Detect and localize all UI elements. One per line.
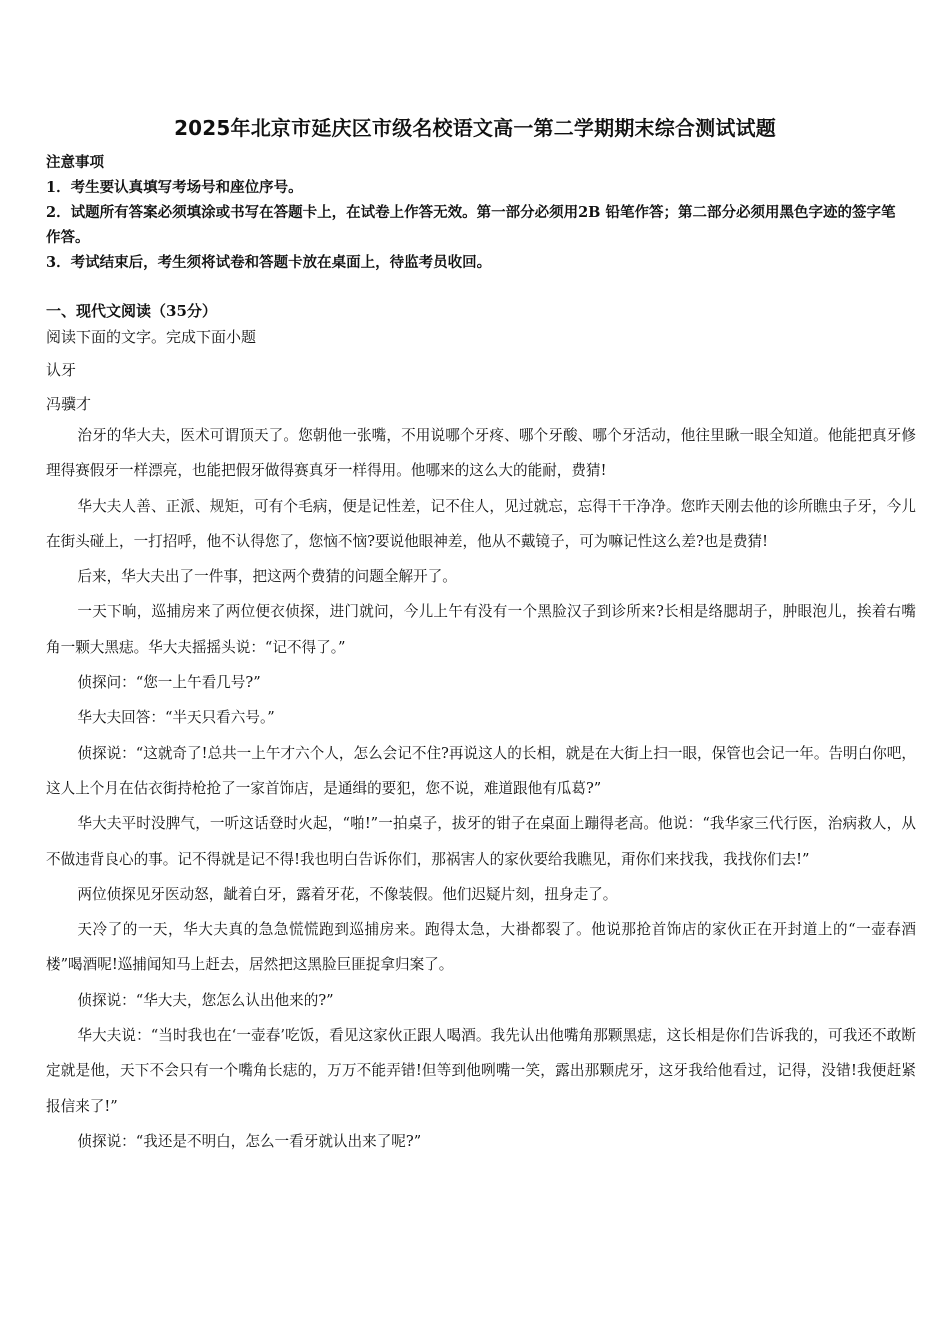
paragraph: 侦探说：“我还是不明白，怎么一看牙就认出来了呢?”: [77, 1132, 422, 1150]
paragraph: 后来，华大夫出了一件事，把这两个费猜的问题全解开了。: [77, 568, 457, 586]
notice-item-2: 2．试题所有答案必须填涂或书写在答题卡上，在试卷上作答无效。第一部分必须用2B 铅笔作答；第二部分必须用黑色字迹的签字笔作答。: [46, 204, 896, 246]
paragraph: 侦探问：“您一上午看几号?”: [77, 674, 261, 692]
paragraph: 华大夫回答：“半天只看六号。”: [77, 709, 275, 727]
paragraph: 治牙的华大夫，医术可谓顶天了。您朝他一张嘴，不用说哪个牙疼、哪个牙酸、哪个牙活动，他往里瞅一眼全知道。他能把真牙修理得赛假牙一样漂亮，也能把假牙做得赛真牙一样得用。他哪来的这么大的能耐，费猜!: [46, 427, 916, 480]
paragraph: 华大夫人善、正派、规矩，可有个毛病，便是记性差，记不住人，见过就忘，忘得干干净净。您昨天刚去他的诊所瞧虫子牙，今儿在街头碰上，一打招呼，他不认得您了，您恼不恼?要说他眼神差，他从不戴镜子，可为嘛记性这么差?也是费猜!: [46, 497, 916, 550]
article-author: 冯骥才: [46, 395, 92, 413]
document-title: 2025年北京市延庆区市级名校语文高一第二学期期末综合测试试题: [174, 116, 776, 140]
notice-item-1: 1．考生要认真填写考场号和座位序号。: [46, 179, 303, 196]
paragraph: 两位侦探见牙医动怒，龇着白牙，露着牙花，不像装假。他们迟疑片刻，扭身走了。: [77, 885, 618, 903]
paragraph: 一天下晌，巡捕房来了两位便衣侦探，进门就问，今儿上午有没有一个黑脸汉子到诊所来?长相是络腮胡子，肿眼泡儿，挨着右嘴角一颗大黑痣。华大夫摇摇头说：“记不得了。”: [46, 603, 916, 656]
paragraph: 华大夫说：“当时我也在‘一壶春’吃饭，看见这家伙正跟人喝酒。我先认出他嘴角那颗黑痣，这长相是你们告诉我的，可我还不敢断定就是他，天下不会只有一个嘴角长痣的，万万不能弄错!但等到他咧嘴一笑，露出那颗虎牙，这牙我给他看过，记得，没错!我便赶紧报信来了!”: [46, 1027, 916, 1115]
notice-item-3: 3．考试结束后，考生须将试卷和答题卡放在桌面上，待监考员收回。: [46, 254, 492, 271]
paragraph: 天冷了的一天，华大夫真的急急慌慌跑到巡捕房来。跑得太急，大褂都裂了。他说那抢首饰店的家伙正在开封道上的“一壶春酒楼”喝酒呢!巡捕闻知马上赶去，居然把这黑脸巨匪捉拿归案了。: [46, 921, 916, 974]
paragraph: 侦探说：“华大夫，您怎么认出他来的?”: [77, 991, 334, 1009]
notice-heading: 注意事项: [46, 154, 104, 171]
paragraph: 华大夫平时没脾气，一听这话登时火起，“啪!”一拍桌子，拔牙的钳子在桌面上蹦得老高。他说：“我华家三代行医，治病救人，从不做违背良心的事。记不得就是记不得!我也明白告诉你们，那祸害人的家伙要给我瞧见，甭你们来找我，我找你们去!”: [46, 815, 916, 868]
section-heading: 一、现代文阅读（35分）: [46, 302, 217, 320]
article-body: [46, 418, 916, 1159]
article-title: 认牙: [46, 361, 77, 379]
reading-instruction: 阅读下面的文字。完成下面小题: [46, 328, 257, 346]
paragraph: 侦探说：“这就奇了!总共一上午才六个人，怎么会记不住?再说这人的长相，就是在大街上扫一眼，保管也会记一年。告明白你吧，这人上个月在估衣街持枪抢了一家首饰店，是通缉的要犯，您不说，难道跟他有瓜葛?”: [46, 744, 916, 797]
